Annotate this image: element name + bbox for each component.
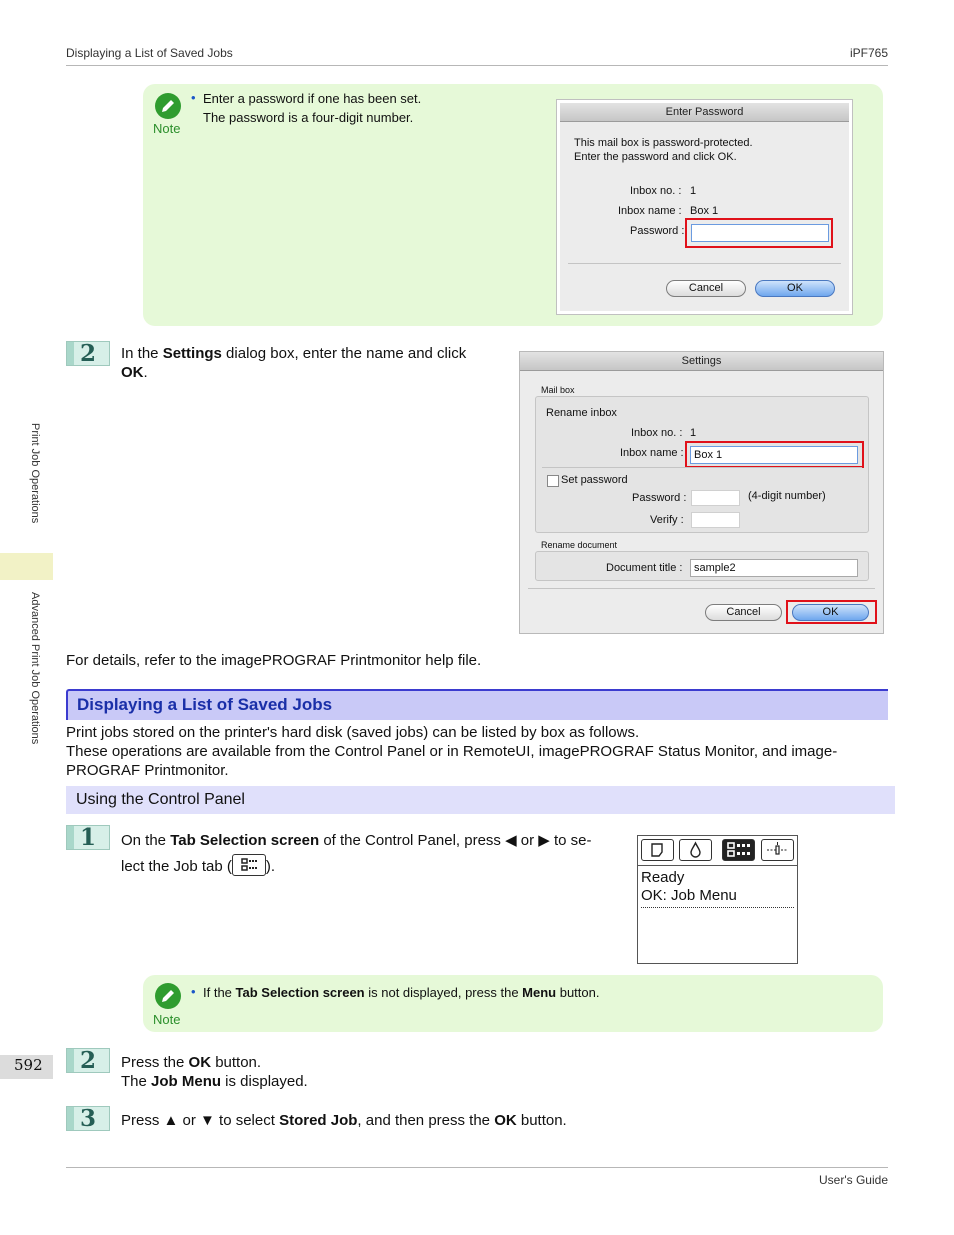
- running-header-model: iPF765: [849, 46, 888, 60]
- note-text: The password is a four-digit number.: [203, 110, 414, 125]
- ink-tab-icon: [679, 839, 712, 861]
- step-number: 2: [66, 1048, 110, 1073]
- pencil-icon: [155, 983, 181, 1009]
- password-label: Password :: [630, 225, 685, 237]
- document-title-label: Document title :: [606, 562, 683, 574]
- set-password-label: Set password: [561, 474, 628, 486]
- intro-text: Print jobs stored on the printer's hard disk (saved jobs) can be listed by box as follows.: [66, 724, 640, 741]
- cancel-button[interactable]: Cancel: [705, 604, 782, 621]
- group-label: Rename document: [541, 540, 618, 550]
- intro-text: PROGRAF Printmonitor.: [66, 762, 229, 779]
- password-hint: (4-digit number): [748, 490, 826, 502]
- inbox-name-value: Box 1: [690, 205, 719, 217]
- header-rule: [66, 65, 888, 66]
- inbox-name-input[interactable]: Box 1: [690, 446, 858, 464]
- step-number: 3: [66, 1106, 110, 1131]
- intro-text: These operations are available from the Control Panel or in RemoteUI, imagePROGRAF Status Monitor, and image-: [66, 743, 838, 760]
- subsection-title: Using the Control Panel: [76, 791, 245, 808]
- note-bullet: •: [191, 984, 196, 999]
- job-tab-icon: [722, 839, 755, 861]
- status-text: Ready: [641, 869, 685, 886]
- step-text: On the Tab Selection screen of the Control Panel, press ◀ or ▶ to se- lect the Job tab ( ).: [121, 832, 592, 875]
- ok-button[interactable]: OK: [792, 604, 869, 621]
- page-number: 592: [14, 1056, 43, 1074]
- dialog-divider: [568, 263, 841, 264]
- menu-hint-text: OK: Job Menu: [641, 887, 737, 904]
- pencil-icon: [155, 93, 181, 119]
- display-dotted-divider: [641, 907, 794, 908]
- inbox-no-value: 1: [690, 185, 697, 197]
- verify-label: Verify :: [650, 514, 684, 526]
- display-divider: [638, 865, 797, 866]
- set-password-checkbox[interactable]: [547, 475, 559, 487]
- dialog-title: Enter Password: [560, 103, 849, 122]
- inbox-name-label: Inbox name :: [620, 447, 684, 459]
- side-label-upper: Print Job Operations: [29, 423, 41, 524]
- highlight-box: [685, 218, 833, 248]
- rename-inbox-label: Rename inbox: [546, 407, 617, 419]
- side-tab-marker: [0, 553, 53, 580]
- ok-button[interactable]: OK: [755, 280, 835, 297]
- highlight-box: [786, 600, 877, 624]
- step-number: 1: [66, 825, 110, 850]
- inbox-no-value: 1: [690, 427, 697, 439]
- running-header-title: Displaying a List of Saved Jobs: [66, 46, 233, 60]
- cancel-button[interactable]: Cancel: [666, 280, 746, 297]
- step-text: In the Settings dialog box, enter the name and click OK.: [121, 345, 467, 381]
- footer-text: User's Guide: [819, 1173, 888, 1187]
- note-text: Enter a password if one has been set.: [203, 91, 422, 106]
- section-title: Displaying a List of Saved Jobs: [77, 695, 333, 714]
- document-title-input[interactable]: sample2: [690, 559, 858, 577]
- paper-tab-icon: [641, 839, 674, 861]
- dialog-message: Enter the password and click OK.: [574, 151, 737, 163]
- note-label: Note: [153, 121, 181, 136]
- settings-dialog: [519, 351, 884, 634]
- password-label: Password :: [632, 492, 687, 504]
- highlight-box: [685, 441, 864, 468]
- verify-input[interactable]: [691, 512, 740, 528]
- note-text: If the Tab Selection screen is not displayed, press the Menu button.: [203, 985, 600, 1000]
- control-panel-display: [637, 835, 798, 964]
- note-bullet: •: [191, 90, 196, 105]
- dialog-divider: [528, 588, 875, 589]
- inbox-no-label: Inbox no. :: [631, 427, 683, 439]
- job-tab-icon: [232, 854, 266, 876]
- step-text: Press the OK button. The Job Menu is displayed.: [121, 1054, 308, 1090]
- step-number: 2: [66, 341, 110, 366]
- enter-password-dialog: [557, 100, 852, 314]
- footer-rule: [66, 1167, 888, 1168]
- side-label-lower: Advanced Print Job Operations: [29, 592, 41, 745]
- note-label: Note: [153, 1012, 181, 1027]
- details-text: For details, refer to the imagePROGRAF Printmonitor help file.: [66, 652, 482, 669]
- dialog-title: Settings: [520, 352, 883, 371]
- group-divider: [542, 467, 862, 468]
- settings-tab-icon: [761, 839, 794, 861]
- dialog-message: This mail box is password-protected.: [574, 137, 753, 149]
- step-text: Press ▲ or ▼ to select Stored Job, and then press the OK button.: [121, 1112, 567, 1129]
- group-label: Mail box: [541, 385, 575, 395]
- password-input[interactable]: [691, 490, 740, 506]
- inbox-name-label: Inbox name :: [618, 205, 682, 217]
- inbox-no-label: Inbox no. :: [630, 185, 682, 197]
